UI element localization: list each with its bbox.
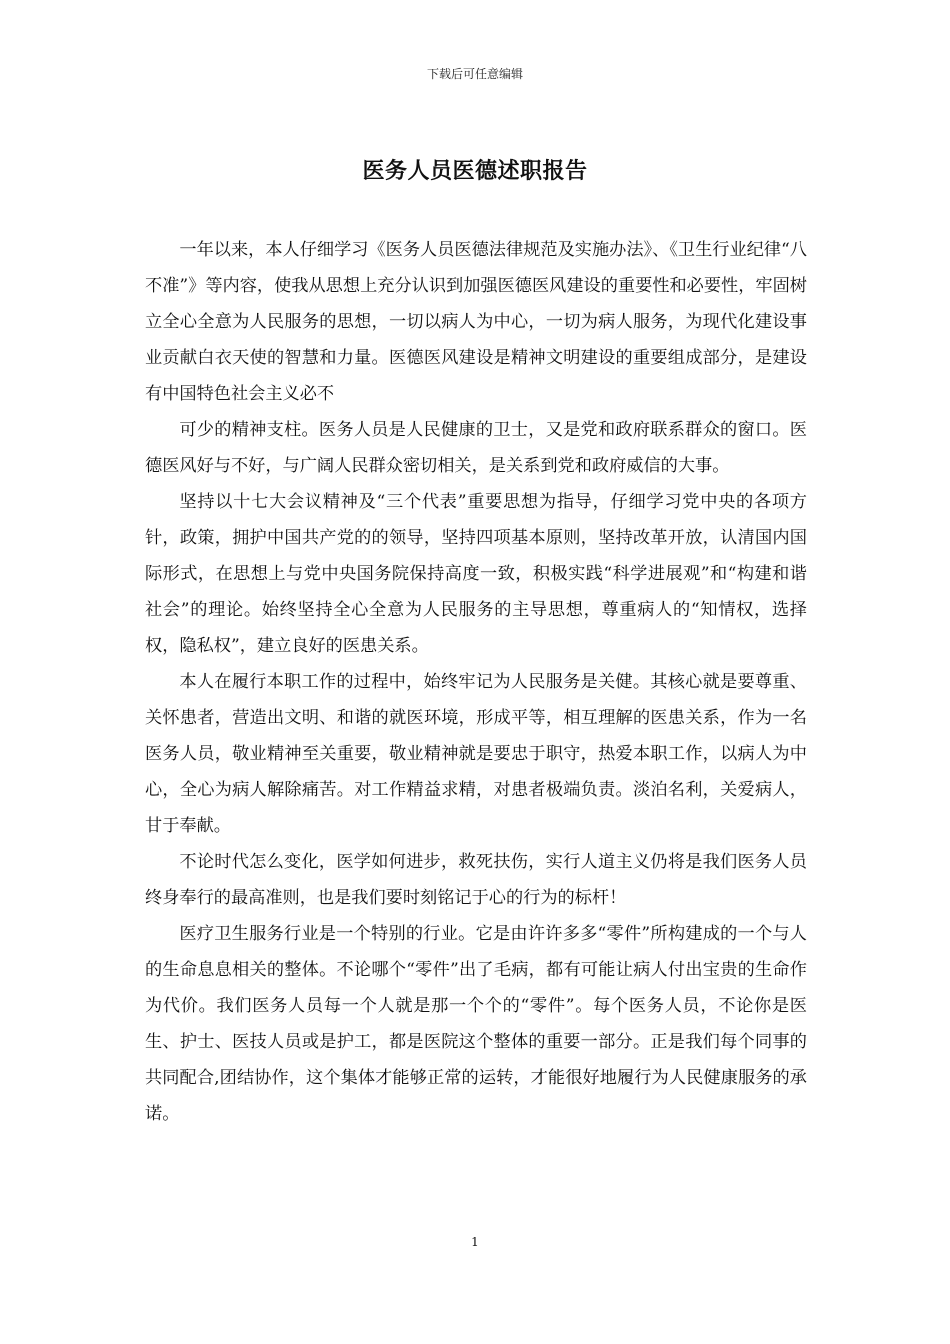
page-header: 下载后可任意编辑 <box>426 67 523 81</box>
paragraph-4: 本人在履行本职工作的过程中，始终牢记为人民服务是关健。其核心就是要尊重、关怀患者，营造出文明、和谐的就医环境，形成平等，相互理解的医患关系，作为一名医务人员，敬业精神至关重要，敬业精神就是要忠于职守，热爱本职工作，以病人为中心，全心为病人解除痛苦。对工作精益求精，对患者极端负责。淡泊名利，关爱病人，甘于奉献。 <box>145 672 807 836</box>
paragraph-1: 一年以来，本人仔细学习《医务人员医德法律规范及实施办法》、《卫生行业纪律“八不准”》等内容，使我从思想上充分认识到加强医德医风建设的重要性和必要性，牢固树立全心全意为人民服务的思想，一切以病人为中心，一切为病人服务，为现代化建设事业贡献白衣天使的智慧和力量。医德医风建设是精神文明建设的重要组成部分，是建设有中国特色社会主义必不 <box>145 240 807 404</box>
document-body <box>145 232 807 1132</box>
paragraph-2: 可少的精神支柱。医务人员是人民健康的卫士，又是党和政府联系群众的窗口。医德医风好与不好，与广阔人民群众密切相关，是关系到党和政府威信的大事。 <box>145 420 807 476</box>
page-number: 1 <box>471 1235 479 1249</box>
paragraph-3: 坚持以十七大会议精神及“三个代表”重要思想为指导，仔细学习党中央的各项方针，政策，拥护中国共产党的的领导，坚持四项基本原则，坚持改革开放，认清国内国际形式，在思想上与党中央国务院保持高度一致，积极实践“科学进展观”和“构建和谐社会”的理论。始终坚持全心全意为人民服务的主导思想，尊重病人的“知情权，选择权，隐私权”，建立良好的医患关系。 <box>145 492 807 656</box>
document-title: 医务人员医德述职报告 <box>362 158 588 184</box>
paragraph-6: 医疗卫生服务行业是一个特别的行业。它是由许许多多“零件”所构建成的一个与人的生命息息相关的整体。不论哪个“零件”出了毛病，都有可能让病人付出宝贵的生命作为代价。我们医务人员每一个人就是那一个个的“零件”。每个医务人员，不论你是医生、护士、医技人员或是护工，都是医院这个整体的重要一部分。正是我们每个同事的共同配合,团结协作，这个集体才能够正常的运转，才能很好地履行为人民健康服务的承诺。 <box>145 924 807 1124</box>
paragraph-5: 不论时代怎么变化，医学如何进步，救死扶伤，实行人道主义仍将是我们医务人员终身奉行的最高准则，也是我们要时刻铭记于心的行为的标杆！ <box>145 852 807 908</box>
